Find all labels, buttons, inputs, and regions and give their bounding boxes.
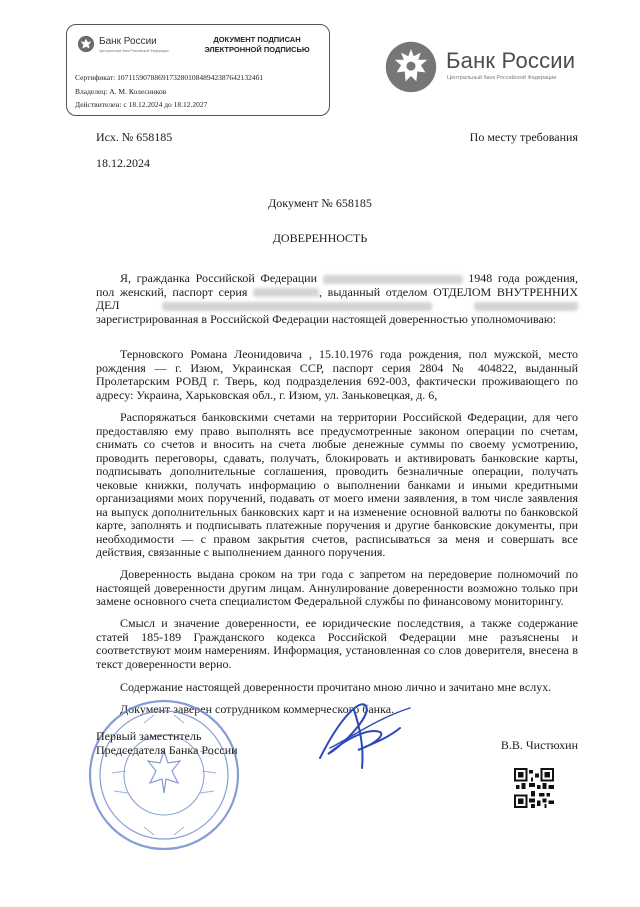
bank-eagle-icon — [77, 35, 95, 53]
redacted-issuer-cont — [474, 302, 578, 311]
handwritten-signature — [300, 688, 420, 778]
outgoing-number: Исх. № 658185 — [96, 130, 173, 144]
header-bank-name: Банк России — [446, 48, 576, 73]
document-number: Документ № 658185 — [268, 196, 372, 210]
signatory-name: В.В. Чистюхин — [500, 738, 578, 752]
principal-registration: зарегистрированная в Российской Федерации настоящей доверенностью уполномочиваю: — [96, 311, 557, 326]
signature-bank-subtitle: Центральный банк Российской Федерации — [99, 49, 169, 53]
paragraph-attorney: Терновского Романа Леонидовича , 15.10.1976 года рождения, пол мужской, место рождения — г. Изюм, Украинская ССР, паспорт серия 2804 № 404822, выданный Пролетарским РОВД г. Тверь, код подразделения 692-003, фактически проживающего по адресу: Украина, Харьковская обл., г. Изюм, ул. Заньковецкая, д. 6, — [96, 347, 578, 402]
document-title: ДОВЕРЕННОСТЬ — [272, 231, 368, 245]
paragraph-term: Доверенность выдана сроком на три года с запретом на передоверие полномочий по настоящей доверенности другим лицам. Аннулирование доверенности возможно только при замене основного счета специалистом Федеральной службы по финансовому мониторингу. — [96, 567, 578, 608]
qr-code-icon — [514, 768, 554, 808]
electronic-signature-box — [66, 24, 330, 116]
signature-heading-line2: ЭЛЕКТРОННОЙ ПОДПИСЬЮ — [204, 45, 310, 54]
paragraph-powers: Распоряжаться банковскими счетами на территории Российской Федерации, для чего предоставляю ему право выполнять все предусмотренные законом операции по счетам, снимать со счетов и вносить на счета любые денежные суммы по своему усмотрению, проводить переговоры, сдавать, получать, блокировать и активировать банковские карты, подписывать дополнительные соглашения, проводить безналичные операции, получать чековые книжки, получать информацию о выполнении банками и иными кредитными организациями моих поручений, подавать от моего имени заявления, в том числе заявления на выпуск дополнительных банковских карт и на изменение основной валюты по банковской карте, заполнять и подписывать платежные поручения и другие банковские документы, при необходимости — с правом закрытия счетов, расписываться за меня и совершать все действия, связанные с выполнением данного поручения. — [96, 410, 578, 559]
paragraph-certified: Документ заверен сотрудником коммерческого банка. — [120, 702, 395, 716]
signatory-position-line1: Первый заместитель — [96, 729, 202, 743]
signature-validity: Действителен: с 18.12.2024 до 18.12.2027 — [75, 100, 208, 109]
principal-birth: 1948 года рождения, пол женский, паспорт серия — [96, 271, 579, 299]
signatory-position-line2: Председателя Банка России — [96, 743, 238, 757]
signature-certificate: Сертификат: 1071159078869173280108489423876421324б1 — [75, 73, 264, 82]
header-bank-subtitle: Центральный банк Российской Федерации — [447, 75, 557, 81]
signature-heading — [189, 35, 325, 55]
signature-heading-line1: ДОКУМЕНТ ПОДПИСАН — [213, 35, 301, 44]
paragraph-read: Содержание настоящей доверенности прочитано мною лично и зачитано мне вслух. — [120, 680, 552, 694]
redacted-name — [323, 275, 463, 284]
signature-bank-name: Банк России — [99, 36, 157, 47]
redacted-issuer — [162, 302, 432, 311]
destination: По месту требования — [469, 130, 578, 144]
document-date: 18.12.2024 — [96, 156, 150, 170]
paragraph-legal: Смысл и значение доверенности, ее юридические последствия, а также содержание статей 185-189 Гражданского кодекса Российской Федерации мне разъяснены и соответствуют моим намерениям. Информация, установленная со слов доверителя, внесена в текст доверенности верно. — [96, 616, 578, 671]
bank-of-russia-logo-icon — [384, 40, 438, 94]
signature-owner: Владелец: А. М. Колесников — [75, 87, 167, 96]
principal-intro: Я, гражданка Российской Федерации — [120, 271, 318, 285]
bank-seal-stamp — [84, 695, 244, 855]
principal-issued: , выданный отделом ОТДЕЛОМ ВНУТРЕННИХ ДЕЛ — [96, 284, 578, 312]
redacted-passport — [253, 288, 319, 297]
paragraph-principal — [96, 272, 578, 326]
